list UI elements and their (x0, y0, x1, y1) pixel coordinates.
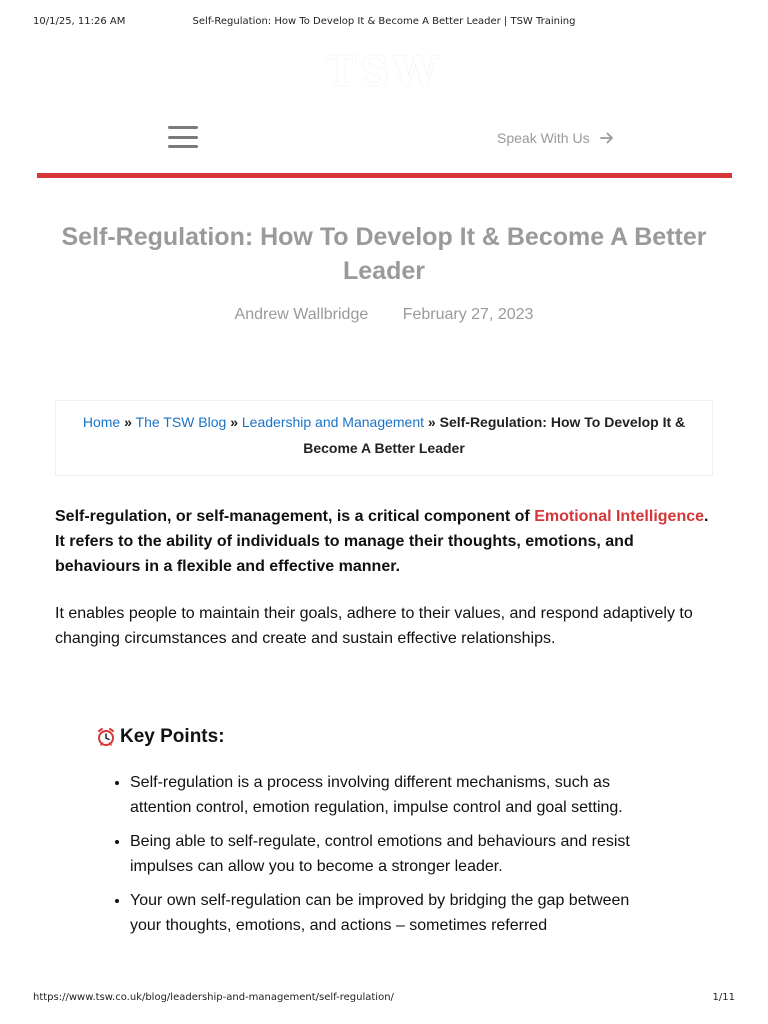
second-paragraph: It enables people to maintain their goals, adhere to their values, and respond adaptively to changing circumstances and create and sustain effective relationships. (55, 605, 693, 647)
intro-text-start: Self-regulation, or self-management, is a critical component of (55, 508, 535, 525)
breadcrumb (55, 400, 713, 476)
article-date: February 27, 2023 (402, 306, 534, 323)
breadcrumb-blog[interactable]: The TSW Blog (135, 414, 227, 430)
page-indicator: 1/11 (712, 992, 735, 1003)
header-divider (37, 173, 732, 178)
breadcrumb-separator: » (124, 414, 132, 430)
site-logo[interactable]: TSW (326, 47, 442, 95)
article-title: Self-Regulation: How To Develop It & Become A Better Leader (61, 223, 707, 285)
menu-icon[interactable] (168, 126, 198, 148)
print-document-title: Self-Regulation: How To Develop It & Become A Better Leader | TSW Training (192, 16, 576, 27)
breadcrumb-separator: » (427, 414, 436, 430)
list-item: • Being able to self-regulate, control emotions and behaviours and resist impulses can allow you to become a stronger leader. (130, 829, 650, 879)
print-url: https://www.tsw.co.uk/blog/leadership-and-management/self-regulation/ (33, 992, 394, 1003)
breadcrumb-home[interactable]: Home (82, 414, 121, 430)
arrow-right-icon (600, 131, 614, 145)
key-points-label: Key Points: (120, 726, 225, 747)
breadcrumb-current: Self-Regulation: How To Develop It & Become A Better Leader (303, 414, 686, 456)
breadcrumb-separator: » (230, 414, 238, 430)
list-item: • Self-regulation is a process involving different mechanisms, such as attention control, emotion regulation, impulse control and goal setting. (130, 770, 650, 820)
intro-paragraph (55, 504, 720, 579)
intro-text-end: . It refers to the ability of individuals to manage their thoughts, emotions, and behaviours in a flexible and effective manner. (55, 508, 709, 575)
print-datetime: 10/1/25, 11:26 AM (33, 16, 126, 27)
speak-with-us-label: Speak With Us (497, 130, 590, 146)
print-header (33, 16, 735, 30)
breadcrumb-category[interactable]: Leadership and Management (241, 414, 425, 430)
article-author[interactable]: Andrew Wallbridge (234, 306, 369, 323)
print-footer (33, 992, 735, 1006)
article-meta (0, 306, 768, 324)
key-points-heading (96, 725, 225, 749)
key-points-list (112, 770, 650, 947)
emotional-intelligence-link[interactable]: Emotional Intelligence (534, 508, 705, 525)
alarm-clock-icon (96, 727, 116, 747)
speak-with-us-link[interactable] (497, 128, 614, 148)
list-item: • Your own self-regulation can be improved by bridging the gap between your thoughts, emotions, and actions – sometimes referred (130, 888, 650, 938)
